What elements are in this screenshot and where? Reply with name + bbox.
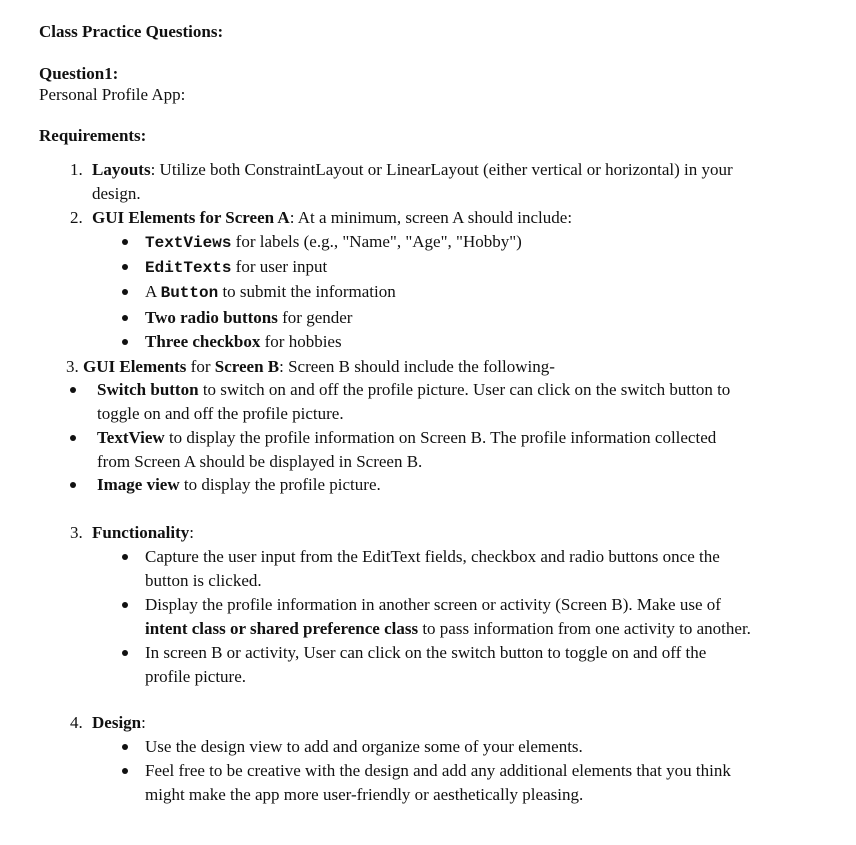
item-4-bullet-3-line-2: profile picture. [145,667,247,686]
bullet-dot-icon [122,554,128,560]
item-3-bullet-3: Image view to display the profile picture. [97,475,381,494]
item-3-bullet-2-line-1: TextView to display the profile information on Screen B. The profile information collected [97,428,717,447]
item-2-line: GUI Elements for Screen A: At a minimum, screen A should include: [92,208,573,227]
item-3-line: 3. GUI Elements for Screen B: Screen B should include the following- [66,357,555,376]
item-4-bullet-3-line-1: In screen B or activity, User can click on the switch button to toggle on and off the [145,643,707,662]
item-2-bullet-1: TextViews for labels (e.g., "Name", "Age", "Hobby") [145,232,522,252]
item-2-bullet-3: A Button to submit the information [145,282,396,302]
item-4-bullet-2-line-1: Display the profile information in another screen or activity (Screen B). Make use of [145,595,721,614]
bullet-dot-icon [122,315,128,321]
page-title: Class Practice Questions: [39,22,224,41]
item-5-bullet-2-line-2: might make the app more user-friendly or aesthetically pleasing. [145,785,584,804]
bullet-dot-icon [122,339,128,345]
item-5-bullet-2-line-1: Feel free to be creative with the design and add any additional elements that you think [145,761,731,780]
bullet-dot-icon [122,264,128,270]
item-4-number: 3. [70,523,83,542]
bullet-dot-icon [70,482,76,488]
item-3-bullet-1-line-2: toggle on and off the profile picture. [97,404,344,423]
item-4-line: Functionality: [92,523,195,542]
item-2-bullet-4: Two radio buttons for gender [145,308,353,327]
item-1-line-2: design. [92,184,141,203]
bullet-dot-icon [122,602,128,608]
bullet-dot-icon [70,387,76,393]
item-5-bullet-1: Use the design view to add and organize some of your elements. [145,737,583,756]
item-2-bullet-2: EditTexts for user input [145,257,328,277]
item-4-bullet-2-line-2: intent class or shared preference class to pass information from one activity to another. [145,619,751,638]
requirements-heading: Requirements: [39,126,147,145]
bullet-dot-icon [122,289,128,295]
item-5-number: 4. [70,713,83,732]
bullet-dot-icon [122,239,128,245]
bullet-dot-icon [70,435,76,441]
bullet-dot-icon [122,768,128,774]
item-5-line: Design: [92,713,146,732]
item-1-line-1: Layouts: Utilize both ConstraintLayout or LinearLayout (either vertical or horizontal) in your [92,160,733,179]
item-4-bullet-1-line-1: Capture the user input from the EditText fields, checkbox and radio buttons once the [145,547,720,566]
item-3-bullet-1-line-1: Switch button to switch on and off the profile picture. User can click on the switch button to [97,380,731,399]
question-heading: Question1: [39,64,119,83]
item-4-bullet-1-line-2: button is clicked. [145,571,262,590]
item-2-number: 2. [70,208,83,227]
bullet-dot-icon [122,650,128,656]
bullet-dot-icon [122,744,128,750]
item-3-bullet-2-line-2: from Screen A should be displayed in Screen B. [97,452,423,471]
question-subtitle: Personal Profile App: [39,85,186,104]
item-1-number: 1. [70,160,83,179]
item-2-bullet-5: Three checkbox for hobbies [145,332,342,351]
